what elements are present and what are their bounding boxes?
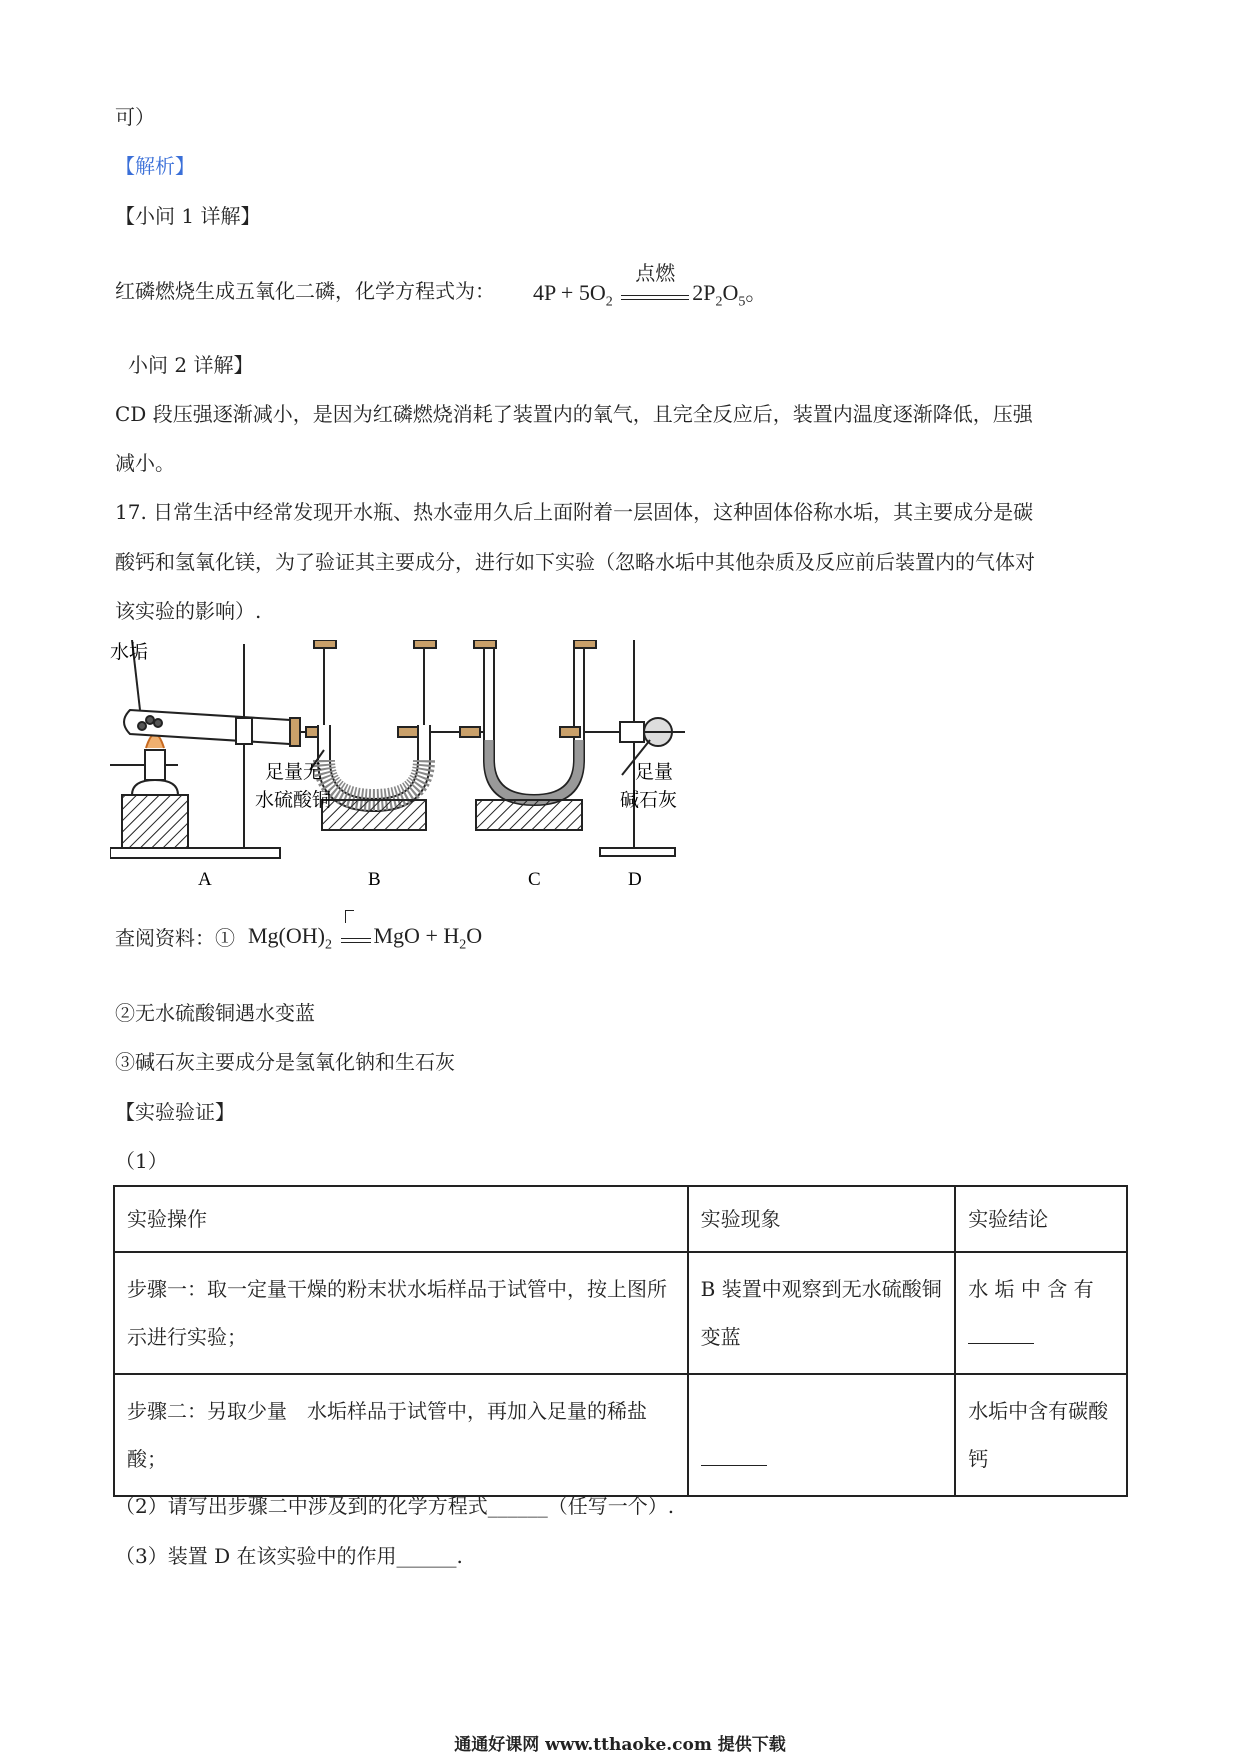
subq1-heading: 【小问 1 详解】 [115,204,261,228]
part1-label: （1） [115,1149,168,1173]
letter-c: C [528,869,541,890]
q17-line2: 酸钙和氢氧化镁，为了验证其主要成分，进行如下实验（忽略水垢中其他杂质及反应前后装置内的气体对 [115,550,1035,574]
header-operation: 实验操作 [114,1186,688,1252]
eq1-condition: 点燃 [635,261,676,285]
cd-text-2: 减小。 [115,451,175,475]
subq2-heading: 小问 2 详解】 [128,353,254,377]
eq1-right-a: 2P [692,280,716,305]
eq1-sub-p: 2 [715,294,723,310]
verify-heading: 【实验验证】 [115,1100,235,1124]
eq1-condition-arrow [621,261,689,300]
label-cuso4-2: 水硫酸铜 [255,790,332,811]
eq1-sub-o: 5 [738,294,746,310]
eq2-left: Mg(OH) [248,923,325,948]
table-row [114,1252,1127,1374]
header-conclusion: 实验结论 [955,1186,1127,1252]
answer-blank[interactable] [701,1443,767,1466]
q17-line3: 该实验的影响）. [115,599,262,623]
step2-operation: 步骤二：另取少量 水垢样品于试管中，再加入足量的稀盐酸； [114,1374,688,1496]
eq2-sub-h: 2 [459,937,467,953]
eq2-right-b: O [466,923,483,948]
label-cuso4-1: 足量无 [265,762,323,783]
step2-phenomenon-cell [688,1374,956,1496]
step1-conclusion-cell [955,1252,1127,1374]
step1-phenomenon: B 装置中观察到无水硫酸铜变蓝 [688,1252,956,1374]
ref-3: ③碱石灰主要成分是氢氧化钠和生石灰 [115,1050,455,1074]
question-2: （2）请写出步骤二中涉及到的化学方程式______（任写一个）. [115,1494,675,1518]
eq2-heat-sign [341,926,371,943]
equation1 [533,261,768,310]
line-ke: 可） [115,105,155,129]
eq2-right-a: MgO + H [373,923,460,948]
step1-operation: 步骤一：取一定量干燥的粉末状水垢样品于试管中，按上图所示进行实验； [114,1252,688,1374]
step2-conclusion: 水垢中含有碳酸钙 [955,1374,1127,1496]
ref-2: ②无水硫酸铜遇水变蓝 [115,1001,315,1025]
experiment-table [113,1185,1128,1497]
cd-text: CD 段压强逐渐减小，是因为红磷燃烧消耗了装置内的氧气，且完全反应后，装置内温度逐渐降低，压强 [115,402,1033,426]
answer-blank[interactable] [968,1321,1034,1344]
question-3: （3）装置 D 在该实验中的作用______. [115,1544,463,1568]
reference-prefix: 查阅资料：① [115,926,235,950]
letter-a: A [198,869,212,890]
apparatus-diagram [110,640,780,890]
eq2-sub: 2 [325,937,332,953]
table-header-row [114,1186,1127,1252]
footer-watermark: 通通好课网 www.tthaoke.com 提供下载 [454,1735,786,1755]
label-soda-1: 足量 [635,762,674,783]
eq1-left: 4P + 5O [533,280,606,305]
equation1-prefix: 红磷燃烧生成五氧化二磷，化学方程式为： [115,279,495,303]
header-phenomenon: 实验现象 [688,1186,956,1252]
label-soda-2: 碱石灰 [620,790,678,811]
equation2 [248,923,482,953]
equation1-line [115,278,495,304]
table-row [114,1374,1127,1496]
q17-line1: 17. 日常生活中经常发现开水瓶、热水壶用久后上面附着一层固体，这种固体俗称水垢，其主要成分是碳 [115,500,1034,524]
reference-line [115,925,235,951]
jiexi-heading: 【解析】 [115,154,195,178]
letter-d: D [628,869,642,890]
eq1-sub-o2: 2 [605,294,613,310]
letter-b: B [368,869,381,890]
eq1-right-b: O [722,280,739,305]
step1-conclusion: 水 垢 中 含 有 [968,1277,1094,1301]
eq1-end: 。 [745,280,768,305]
label-scale: 水垢 [110,642,149,663]
